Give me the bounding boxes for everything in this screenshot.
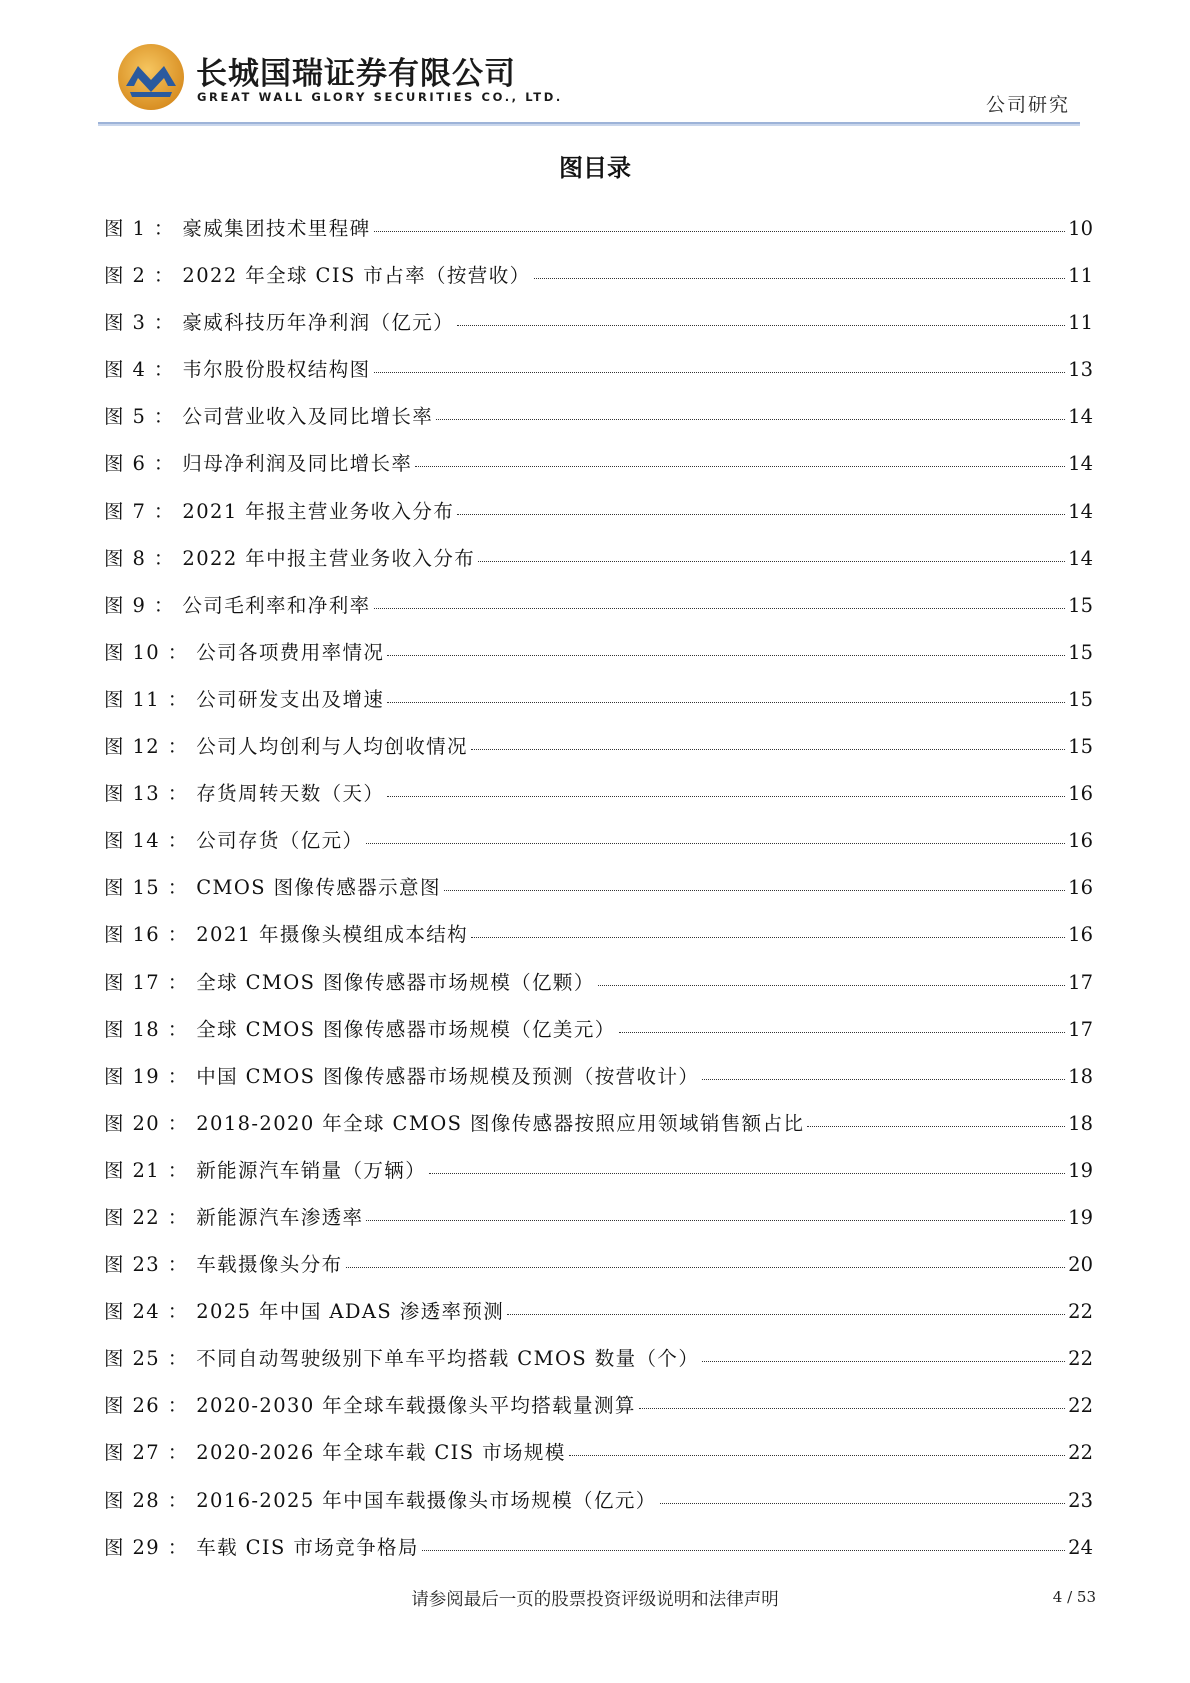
figure-toc	[104, 205, 1093, 1571]
dot-leader	[598, 984, 1065, 986]
toc-entry[interactable]	[104, 676, 1093, 723]
dot-leader	[429, 1172, 1065, 1174]
toc-entry-page: 17	[1068, 1017, 1093, 1041]
toc-entry-title: 图 26 ： 2020-2030 年全球车载摄像头平均搭载量测算	[104, 1394, 636, 1418]
toc-entry-title: 图 29 ： 车载 CIS 市场竞争格局	[104, 1535, 419, 1559]
toc-entry-title: 图 28 ： 2016-2025 年中国车载摄像头市场规模（亿元）	[104, 1488, 657, 1512]
toc-entry-page: 11	[1068, 264, 1093, 288]
toc-entry-title: 图 25 ： 不同自动驾驶级别下单车平均搭载 CMOS 数量（个）	[104, 1347, 700, 1371]
toc-entry-title: 图 17 ： 全球 CMOS 图像传感器市场规模（亿颗）	[104, 970, 595, 994]
page-header	[98, 38, 1080, 122]
dot-leader	[478, 560, 1065, 562]
toc-entry-page: 13	[1068, 358, 1093, 382]
dot-leader	[702, 1360, 1065, 1362]
toc-entry-title: 图 19 ： 中国 CMOS 图像传感器市场规模及预测（按营收计）	[104, 1064, 700, 1088]
toc-entry-page: 15	[1068, 687, 1093, 711]
toc-entry[interactable]	[104, 393, 1093, 440]
dot-leader	[374, 607, 1066, 609]
toc-entry-title: 图 22 ： 新能源汽车渗透率	[104, 1205, 364, 1229]
dot-leader	[415, 465, 1065, 467]
toc-entry[interactable]	[104, 1147, 1093, 1194]
toc-entry-title: 图 6 ： 归母净利润及同比增长率	[104, 452, 413, 476]
toc-entry-page: 14	[1068, 499, 1093, 523]
toc-entry[interactable]	[104, 252, 1093, 299]
toc-entry[interactable]	[104, 770, 1093, 817]
toc-entry[interactable]	[104, 629, 1093, 676]
dot-leader	[346, 1266, 1066, 1268]
dot-leader	[436, 418, 1065, 420]
toc-entry[interactable]	[104, 911, 1093, 958]
toc-entry[interactable]	[104, 1477, 1093, 1524]
toc-entry-page: 11	[1068, 311, 1093, 335]
dot-leader	[471, 936, 1065, 938]
toc-entry-page: 24	[1068, 1535, 1093, 1559]
toc-entry[interactable]	[104, 1288, 1093, 1335]
toc-entry-title: 图 27 ： 2020-2026 年全球车载 CIS 市场规模	[104, 1441, 566, 1465]
dot-leader	[507, 1313, 1065, 1315]
toc-entry-title: 图 3 ： 豪威科技历年净利润（亿元）	[104, 311, 455, 335]
dot-leader	[444, 889, 1065, 891]
toc-entry[interactable]	[104, 299, 1093, 346]
toc-entry-page: 15	[1068, 640, 1093, 664]
toc-entry-title: 图 4 ： 韦尔股份股权结构图	[104, 358, 371, 382]
toc-entry-title: 图 24 ： 2025 年中国 ADAS 渗透率预测	[104, 1300, 505, 1324]
toc-entry-title: 图 14 ： 公司存货（亿元）	[104, 829, 364, 853]
dot-leader	[387, 654, 1065, 656]
toc-entry-title: 图 12 ： 公司人均创利与人均创收情况	[104, 735, 468, 759]
dot-leader	[569, 1454, 1065, 1456]
header-divider	[98, 122, 1080, 126]
page-number: 4 / 53	[1052, 1588, 1096, 1606]
dot-leader	[387, 701, 1065, 703]
toc-entry-page: 16	[1068, 923, 1093, 947]
toc-entry[interactable]	[104, 205, 1093, 252]
toc-entry-title: 图 23 ： 车载摄像头分布	[104, 1253, 343, 1277]
toc-entry[interactable]	[104, 959, 1093, 1006]
toc-entry[interactable]	[104, 535, 1093, 582]
dot-leader	[660, 1502, 1066, 1504]
toc-entry-title: 图 1 ： 豪威集团技术里程碑	[104, 217, 371, 240]
dot-leader	[422, 1549, 1065, 1551]
toc-entry-page: 10	[1068, 217, 1093, 240]
dot-leader	[366, 842, 1065, 844]
toc-entry-title: 图 20 ： 2018-2020 年全球 CMOS 图像传感器按照应用领域销售额占比	[104, 1111, 805, 1135]
dot-leader	[619, 1031, 1066, 1033]
toc-entry-page: 15	[1068, 735, 1093, 759]
toc-entry-page: 20	[1068, 1253, 1093, 1277]
toc-entry-title: 图 18 ： 全球 CMOS 图像传感器市场规模（亿美元）	[104, 1017, 616, 1041]
toc-entry-title: 图 9 ： 公司毛利率和净利率	[104, 593, 371, 617]
toc-entry-title: 图 15 ： CMOS 图像传感器示意图	[104, 876, 441, 900]
toc-entry[interactable]	[104, 488, 1093, 535]
toc-entry-page: 17	[1068, 970, 1093, 994]
toc-entry-title: 图 11 ： 公司研发支出及增速	[104, 687, 385, 711]
dot-leader	[702, 1078, 1065, 1080]
toc-entry-title: 图 10 ： 公司各项费用率情况	[104, 640, 385, 664]
toc-entry-page: 14	[1068, 452, 1093, 476]
company-name-cn: 长城国瑞证券有限公司	[196, 56, 516, 92]
toc-entry-title: 图 16 ： 2021 年摄像头模组成本结构	[104, 923, 469, 947]
toc-entry-page: 22	[1068, 1441, 1093, 1465]
toc-entry-page: 15	[1068, 593, 1093, 617]
dot-leader	[457, 324, 1065, 326]
dot-leader	[534, 277, 1066, 279]
toc-entry-page: 22	[1068, 1394, 1093, 1418]
dot-leader	[387, 795, 1065, 797]
toc-entry[interactable]	[104, 1194, 1093, 1241]
toc-entry[interactable]	[104, 1241, 1093, 1288]
toc-entry-page: 18	[1068, 1111, 1093, 1135]
toc-entry-title: 图 7 ： 2021 年报主营业务收入分布	[104, 499, 455, 523]
toc-entry[interactable]	[104, 723, 1093, 770]
dot-leader	[807, 1125, 1065, 1127]
toc-entry-page: 18	[1068, 1064, 1093, 1088]
dot-leader	[457, 513, 1065, 515]
disclaimer-note: 请参阅最后一页的股票投资评级说明和法律声明	[411, 1590, 779, 1610]
toc-entry-page: 16	[1068, 782, 1093, 806]
toc-entry-page: 14	[1068, 405, 1093, 429]
toc-entry-title: 图 21 ： 新能源汽车销量（万辆）	[104, 1158, 427, 1182]
toc-entry[interactable]	[104, 346, 1093, 393]
toc-entry-page: 16	[1068, 829, 1093, 853]
toc-entry[interactable]	[104, 440, 1093, 487]
toc-entry-page: 14	[1068, 546, 1093, 570]
toc-entry-page: 22	[1068, 1347, 1093, 1371]
toc-entry-page: 16	[1068, 876, 1093, 900]
company-name-en: GREAT WALL GLORY SECURITIES CO., LTD.	[197, 90, 563, 104]
toc-entry[interactable]	[104, 817, 1093, 864]
toc-entry[interactable]	[104, 864, 1093, 911]
toc-entry[interactable]	[104, 1053, 1093, 1100]
toc-entry-page: 22	[1068, 1300, 1093, 1324]
toc-entry-title: 图 5 ： 公司营业收入及同比增长率	[104, 405, 434, 429]
toc-entry[interactable]	[104, 1335, 1093, 1382]
toc-entry[interactable]	[104, 1006, 1093, 1053]
toc-entry-page: 19	[1068, 1205, 1093, 1229]
toc-entry[interactable]	[104, 1382, 1093, 1429]
dot-leader	[366, 1219, 1065, 1221]
toc-entry-title: 图 13 ： 存货周转天数（天）	[104, 782, 385, 806]
toc-entry-page: 23	[1068, 1488, 1093, 1512]
toc-entry[interactable]	[104, 1524, 1093, 1571]
toc-entry[interactable]	[104, 1100, 1093, 1147]
dot-leader	[374, 230, 1066, 232]
page-title: 图目录	[559, 154, 631, 182]
section-label: 公司研究	[985, 94, 1070, 116]
toc-entry-title: 图 2 ： 2022 年全球 CIS 市占率（按营收）	[104, 264, 531, 288]
toc-entry[interactable]	[104, 582, 1093, 629]
great-wall-glory-logo	[116, 42, 186, 112]
toc-entry-title: 图 8 ： 2022 年中报主营业务收入分布	[104, 546, 476, 570]
toc-entry[interactable]	[104, 1429, 1093, 1476]
dot-leader	[471, 748, 1065, 750]
toc-entry-page: 19	[1068, 1158, 1093, 1182]
dot-leader	[639, 1407, 1065, 1409]
dot-leader	[374, 371, 1066, 373]
